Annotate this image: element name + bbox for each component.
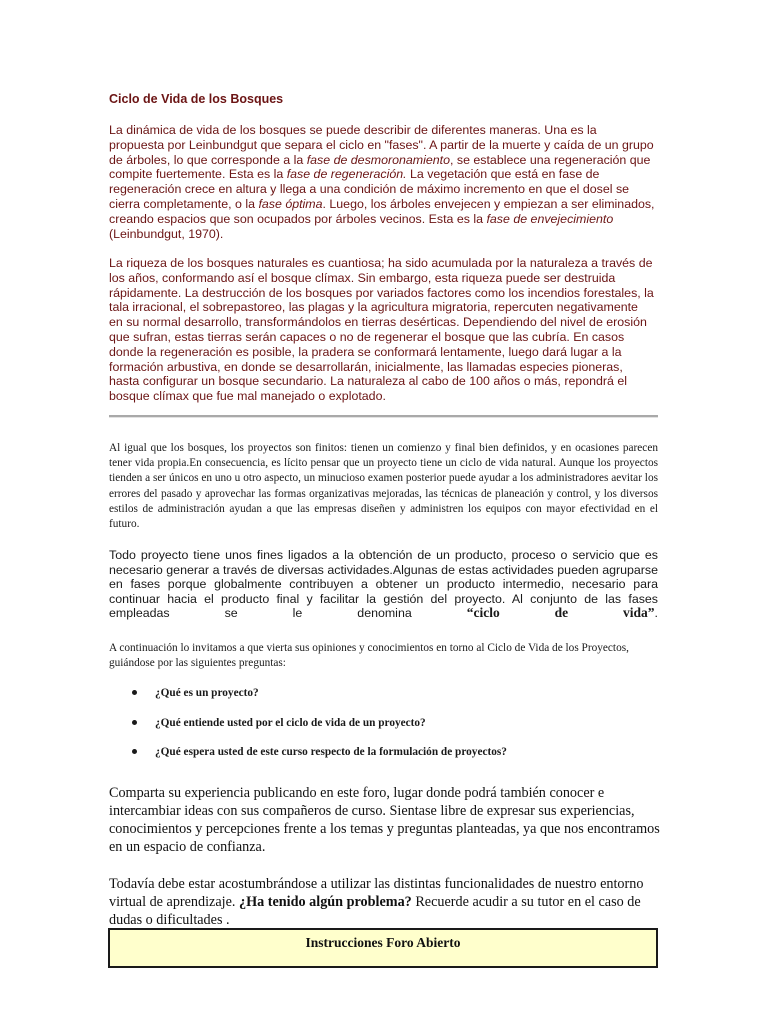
- italic-term: fase óptima: [258, 196, 323, 211]
- text-span: , se establece una regeneración que compite fuertemente. Esta es la: [109, 152, 651, 182]
- list-item: [109, 717, 658, 747]
- horizontal-divider: [109, 415, 658, 418]
- instructions-box: [108, 928, 658, 968]
- question-text: ¿Qué entiende usted por el ciclo de vida de un proyecto?: [155, 716, 426, 729]
- text-span: Todo proyecto tiene unos fines ligados a la obtención de un producto, proceso o servicio que es necesario generar a través de diversas actividades.Algunas de estas actividades pueden agruparse en fases porque globalmente contribuyen a obtener un producto intermedio, necesario para continuar hacia el producto final y facilitar la gestión del proyecto. Al conjunto de las fases empleadas se le denomina: [109, 548, 658, 621]
- bullet-icon: [132, 749, 137, 754]
- italic-term: fase de regeneración.: [286, 167, 407, 182]
- invitation-paragraph: A continuación lo invitamos a que vierta sus opiniones y conocimientos en torno al Ciclo de Vida de los Proyectos, guiándose por las siguientes preguntas:: [109, 642, 629, 670]
- share-experience-paragraph: Comparta su experiencia publicando en este foro, lugar donde podrá también conocer e intercambiar ideas con sus compañeros de curso. Sientase libre de expresar sus experiencias, conocimientos y percepciones frente a los temas y preguntas planteadas, ya que nos encontramos en un espacio de confianza.: [109, 785, 660, 855]
- text-span: Recuerde acudir a su tutor en el caso de dudas o dificultades .: [109, 894, 641, 928]
- italic-term: fase de desmoronamiento: [306, 152, 450, 167]
- text-span: Todavía debe estar acostumbrándose a utilizar las distintas funcionalidades de nuestro entorno virtual de aprendizaje.: [109, 876, 644, 910]
- forest-richness-paragraph: La riqueza de los bosques naturales es cuantiosa; ha sido acumulada por la naturaleza a través de los años, conformando así el bosque clímax. Sin embargo, esta riqueza puede ser destruida rápidamente. La destrucción de los bosques por variados factores como los incendios forestales, la tala irracional, el sobrepastoreo, las plagas y la agricultura migratoria, repercuten negativamente en su normal desarrollo, transformándolos en tierras desérticas. Dependiendo del nivel de erosión que sufran, estas tierras serán capaces o no de regenerar el bosque que las cubría. En casos donde la regeneración es posible, la pradera se conformará lentamente, luego dará lugar a la formación arbustiva, en donde se desarrollarán, inicialmente, las llamadas especies pioneras, hasta configurar un bosque secundario. La naturaleza al cabo de 100 años o más, repondrá el bosque clímax que fue mal manejado o explotado.: [109, 256, 654, 404]
- instructions-title: Instrucciones Foro Abierto: [305, 935, 461, 950]
- text-span: La dinámica de vida de los bosques se puede describir de diferentes maneras. Una es la propuesta por Leinbundgut que separa el ciclo en "fases". A partir de la muerte y caída de un grupo de árboles, lo que corresponde a la: [109, 123, 654, 167]
- text-span: .: [654, 606, 658, 621]
- project-phases-paragraph: [109, 548, 658, 621]
- bold-question: ¿Ha tenido algún problema?: [239, 894, 412, 910]
- question-text: ¿Qué es un proyecto?: [155, 687, 259, 699]
- text-span: . Luego, los árboles envejecen y empiezan a ser eliminados, creando espacios que son ocupados por árboles vecinos. Esta es la: [109, 196, 655, 226]
- bullet-icon: [132, 690, 137, 695]
- projects-finite-paragraph: Al igual que los bosques, los proyectos son finitos: tienen un comienzo y final bien definidos, y en ocasiones parecen tener vida propia.En consecuencia, es lícito pensar que un proyecto tiene un ciclo de vida natural. Aunque los proyectos tienden a ser únicos en uno u otro aspecto, un minucioso examen posterior puede ayudar a los administradores aevitar los errores del pasado y aprovechar las formas organizativas mejoradas, las técnicas de planeación y control, y los diversos estilos de administración ayudan a que las empresas diseñen y administren los equipos con mayor efectividad en el futuro.: [109, 442, 658, 531]
- text-span: (Leinbundgut, 1970).: [109, 226, 224, 241]
- text-span: La vegetación que está en fase de regeneración crece en altura y llega a una condición de máximo incremento en que el dosel se cierra completamente, o la: [109, 167, 630, 211]
- forest-dynamics-paragraph: [109, 123, 655, 241]
- section-heading: Ciclo de Vida de los Bosques: [109, 92, 284, 106]
- bold-term: “ciclo de vida”: [466, 605, 655, 621]
- question-text: ¿Qué espera usted de este curso respecto de la formulación de proyectos?: [155, 746, 507, 758]
- list-item: [109, 687, 658, 717]
- question-list: [109, 687, 658, 776]
- help-paragraph: [109, 875, 661, 929]
- bullet-icon: [132, 720, 137, 725]
- list-item: [109, 746, 658, 776]
- italic-term: fase de envejecimiento: [486, 211, 614, 226]
